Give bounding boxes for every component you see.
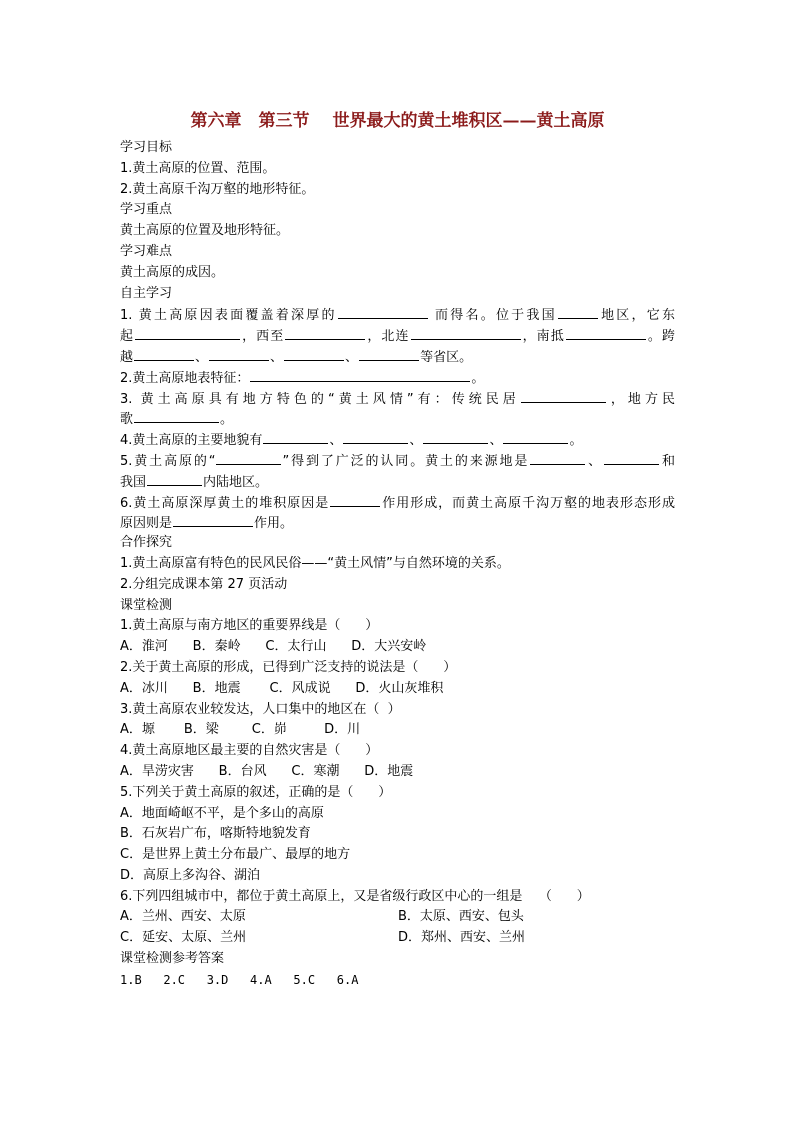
answer-blank[interactable] (263, 429, 328, 444)
answer-blank[interactable] (558, 304, 598, 319)
self-study-q1-line2: 起 ，西至 ，北连 ，南抵 。跨 (120, 325, 675, 346)
test-q5-option: A．地面崎岖不平，是个多山的高原 (120, 805, 324, 821)
answer-blank[interactable] (250, 367, 470, 382)
test-q5-option: D．高原上多沟谷、湖泊 (120, 867, 261, 883)
test-q6-options-row2: C．延安、太原、兰州 D．郑州、西安、兰州 (120, 930, 526, 946)
answer-blank[interactable] (423, 429, 488, 444)
key-text: 黄土高原的位置及地形特征。 (120, 223, 290, 239)
self-study-q5-line2: 我国 内陆地区。 (120, 471, 675, 492)
answer-blank[interactable] (530, 450, 585, 465)
test-q5-option: C．是世界上黄土分布最广、最厚的地方 (120, 847, 351, 863)
answer-blank[interactable] (134, 408, 219, 423)
test-q5-stem: 5.下列关于黄土高原的叙述，正确的是（ ） (120, 784, 392, 800)
test-q5-option: B．石灰岩广布，喀斯特地貌发育 (120, 826, 311, 842)
self-study-q5-line1: 5.黄土高原的“ ”得到了广泛的认同。黄土的来源地是 、 和 (120, 450, 675, 471)
test-q3-options: A．塬 B．梁 C．峁 D．川 (120, 722, 361, 738)
answer-blank[interactable] (359, 346, 419, 361)
self-study-q4: 4.黄土高原的主要地貌有 、 、 、 。 (120, 429, 675, 450)
answer-blank[interactable] (285, 325, 365, 340)
self-study-q2: 2.黄土高原地表特征： 。 (120, 367, 675, 388)
answer-blank[interactable] (521, 388, 606, 403)
self-study-q3-line1: 3. 黄土高原具有地方特色的“黄土风情”有：传统民居 ，地方民 (120, 388, 675, 409)
goal-item: 1.黄土高原的位置、范围。 (120, 160, 276, 176)
test-q6-stem: 6.下列四组城市中，都位于黄土高原上，又是省级行政区中心的一组是 （ ） (120, 888, 590, 904)
answer-blank[interactable] (147, 471, 202, 486)
answer-blank[interactable] (566, 325, 646, 340)
section-heading-answers: 课堂检测参考答案 (120, 951, 225, 967)
section-heading-difficulty: 学习难点 (120, 243, 173, 259)
page-title: 第六章 第三节 世界最大的黄土堆积区——黄土高原 (190, 111, 605, 131)
self-study-q1-line3: 越 、 、 、 等省区。 (120, 346, 675, 367)
answer-blank[interactable] (503, 429, 568, 444)
answer-blank[interactable] (343, 429, 408, 444)
test-q4-options: A．旱涝灾害 B．台风 C．寒潮 D．地震 (120, 763, 414, 779)
coop-item: 1.黄土高原富有特色的民风民俗——“黄土风情”与自然环境的关系。 (120, 555, 510, 571)
self-study-q3-line2: 歌 。 (120, 408, 675, 429)
answer-blank[interactable] (135, 325, 240, 340)
coop-item: 2.分组完成课本第 27 页活动 (120, 576, 288, 592)
self-study-q6-line2: 原因则是 作用。 (120, 512, 675, 533)
self-study-q1-line1: 1. 黄土高原因表面覆盖着深厚的 而得名。位于我国 地区，它东 (120, 304, 675, 325)
section-heading-coop: 合作探究 (120, 535, 173, 551)
test-q3-stem: 3.黄土高原农业较发达，人口集中的地区在（ ） (120, 701, 401, 717)
difficulty-text: 黄土高原的成因。 (120, 264, 225, 280)
test-q4-stem: 4.黄土高原地区最主要的自然灾害是（ ） (120, 743, 379, 759)
test-q1-stem: 1.黄土高原与南方地区的重要界线是（ ） (120, 618, 379, 634)
answer-blank[interactable] (209, 346, 269, 361)
self-study-q6-line1: 6.黄土高原深厚黄土的堆积原因是 作用形成，而黄土高原千沟万壑的地表形态形成 (120, 492, 675, 513)
answer-blank[interactable] (604, 450, 659, 465)
test-q2-options: A．冰川 B．地震 C．风成说 D．火山灰堆积 (120, 680, 444, 696)
test-q1-options: A．淮河 B．秦岭 C．太行山 D．大兴安岭 (120, 639, 427, 655)
section-heading-goals: 学习目标 (120, 140, 173, 155)
answer-blank[interactable] (134, 346, 194, 361)
document-body (120, 138, 675, 991)
answer-blank[interactable] (338, 304, 428, 319)
answer-blank[interactable] (330, 492, 380, 507)
answer-blank[interactable] (216, 450, 281, 465)
answer-blank[interactable] (284, 346, 344, 361)
section-heading-self-study: 自主学习 (120, 285, 173, 301)
answer-blank[interactable] (173, 512, 253, 527)
answer-key: 1.B 2.C 3.D 4.A 5.C 6.A (120, 972, 359, 987)
section-heading-test: 课堂检测 (120, 597, 173, 613)
goal-item: 2.黄土高原千沟万壑的地形特征。 (120, 181, 315, 197)
answer-blank[interactable] (411, 325, 521, 340)
test-q6-options-row1: A．兰州、西安、太原 B．太原、西安、包头 (120, 909, 524, 925)
section-heading-key: 学习重点 (120, 202, 173, 218)
test-q2-stem: 2.关于黄土高原的形成，已得到广泛支持的说法是（ ） (120, 659, 457, 675)
